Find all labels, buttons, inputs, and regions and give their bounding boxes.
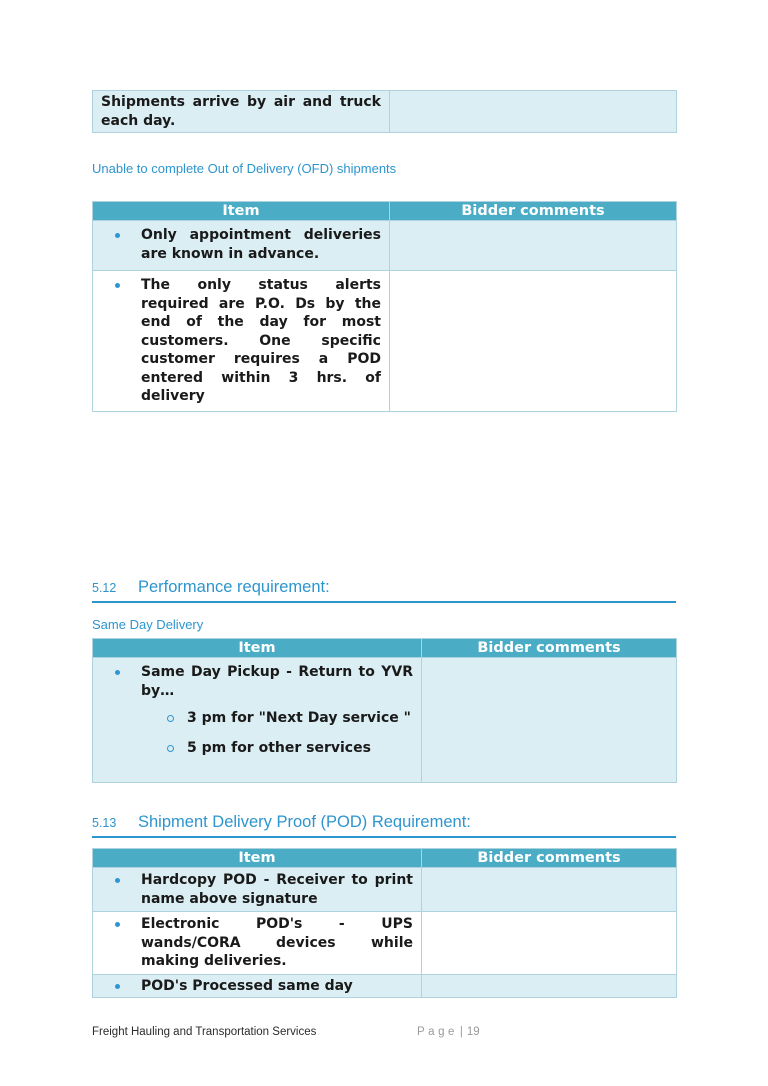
table-row (93, 271, 677, 412)
item-cell (93, 271, 390, 412)
table-row (93, 974, 677, 998)
item-cell (93, 91, 390, 133)
section-5-13-heading (92, 813, 676, 838)
table-header-bidder-comments: Bidder comments (390, 202, 677, 221)
table-header-item: Item (93, 639, 422, 658)
item-cell (93, 868, 422, 912)
bidder-comments-cell (390, 91, 677, 133)
ofd-subheading: Unable to complete Out of Delivery (OFD) shipments (92, 161, 397, 176)
performance-table (92, 638, 677, 783)
section-number: 5.12 (92, 581, 117, 595)
section-number: 5.13 (92, 816, 117, 830)
bidder-comments-cell (422, 974, 677, 998)
sub-item-text: 5 pm for other services (187, 739, 371, 756)
section-title: Performance requirement: (138, 578, 330, 596)
item-text: Only appointment deliveries are known in advance. (141, 227, 381, 262)
item-text: POD's Processed same day (141, 977, 353, 994)
footer-page-number: 19 (466, 1026, 480, 1038)
table-header-item: Item (93, 849, 422, 868)
continuation-table (92, 90, 677, 133)
item-cell (93, 974, 422, 998)
item-text: Electronic POD's - UPS wands/CORA devices while making deliveries. (141, 916, 413, 969)
pod-table (92, 848, 677, 998)
section-5-12-heading (92, 578, 676, 603)
item-cell (93, 658, 422, 783)
footer-page-separator: | (459, 1026, 463, 1038)
bidder-comments-cell (422, 658, 677, 783)
footer-document-title: Freight Hauling and Transportation Services (92, 1026, 317, 1038)
bullet-icon (115, 871, 141, 908)
item-text: Shipments arrive by air and truck each day. (101, 94, 381, 129)
footer-page-word: Page (417, 1026, 458, 1038)
bullet-icon (115, 977, 141, 996)
section-title: Shipment Delivery Proof (POD) Requirement: (138, 813, 471, 831)
table-header-row (93, 849, 677, 868)
bidder-comments-cell (422, 868, 677, 912)
table-header-item: Item (93, 202, 390, 221)
table-row (93, 91, 677, 133)
item-cell (93, 221, 390, 271)
table-row (93, 868, 677, 912)
same-day-delivery-subheading: Same Day Delivery (92, 617, 204, 632)
sub-item-text: 3 pm for "Next Day service " (187, 710, 411, 726)
bullet-icon (115, 276, 141, 406)
table-header-row (93, 202, 677, 221)
ofd-table (92, 201, 677, 412)
bidder-comments-cell (422, 912, 677, 975)
item-text: The only status alerts required are P.O. Ds by the end of the day for most customers. One specific customer requires a POD entered within 3 hrs. of delivery (141, 277, 381, 404)
bidder-comments-cell (390, 271, 677, 412)
bullet-icon (115, 915, 141, 971)
circle-bullet-icon (167, 709, 187, 728)
circle-bullet-icon (167, 739, 187, 758)
table-header-bidder-comments: Bidder comments (422, 639, 677, 658)
table-row (93, 912, 677, 975)
page-footer (92, 1026, 676, 1038)
table-header-bidder-comments: Bidder comments (422, 849, 677, 868)
bullet-icon (115, 226, 141, 263)
table-row (93, 221, 677, 271)
table-row (93, 658, 677, 783)
bidder-comments-cell (390, 221, 677, 271)
item-text: Same Day Pickup - Return to YVR by… (141, 664, 413, 699)
item-text: Hardcopy POD - Receiver to print name above signature (141, 872, 413, 907)
footer-page-indicator (417, 1026, 480, 1038)
item-cell (93, 912, 422, 975)
bullet-icon (115, 663, 141, 700)
table-header-row (93, 639, 677, 658)
